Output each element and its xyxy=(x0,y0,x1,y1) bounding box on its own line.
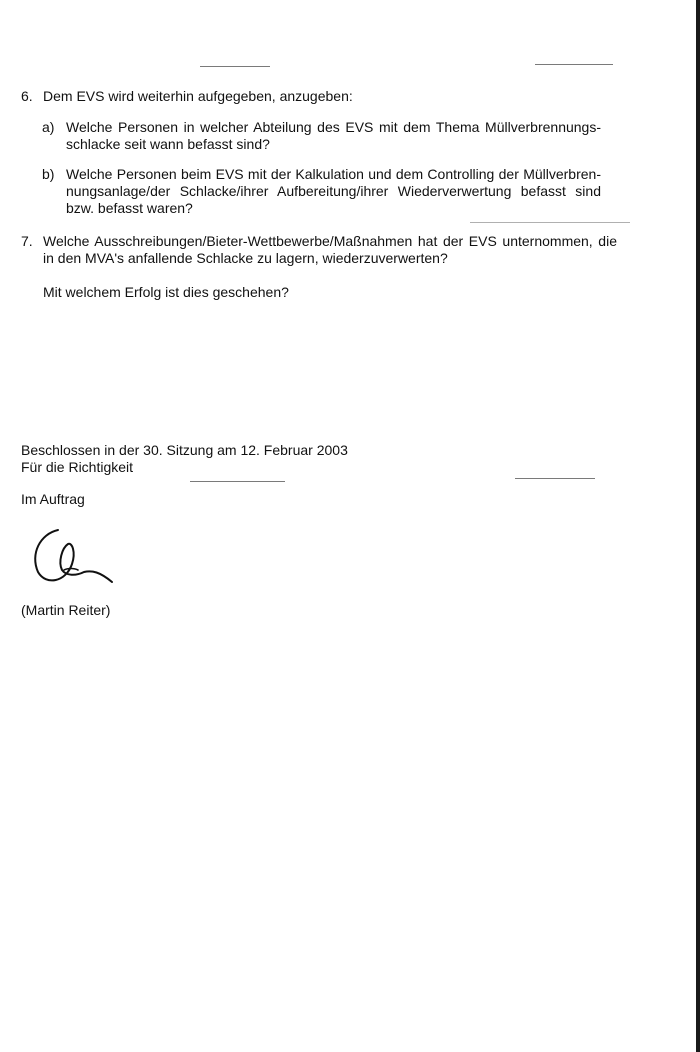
question-number: 7. xyxy=(21,233,33,249)
sub-label: b) xyxy=(42,166,55,182)
scan-artifact xyxy=(535,64,613,65)
certification-line: Für die Richtigkeit xyxy=(21,459,134,475)
question-number: 6. xyxy=(21,88,33,104)
scan-artifact xyxy=(515,478,595,479)
question-text: Dem EVS wird weiterhin aufgegeben, anzugeben: xyxy=(43,88,353,104)
resolution-line: Beschlossen in der 30. Sitzung am 12. Februar 2003 xyxy=(21,442,348,458)
signature xyxy=(28,524,128,594)
question-7-followup: Mit welchem Erfolg ist dies geschehen? xyxy=(43,284,289,300)
im-auftrag: Im Auftrag xyxy=(21,491,85,507)
question-text: Welche Ausschreibungen/Bieter-Wettbewerbe/Maßnahmen hat der EVS unternommen, die in den MVA's anfallende Schlacke zu lagern, wiederzuverwerten? xyxy=(43,233,617,266)
scan-edge xyxy=(696,0,700,1052)
sub-text: Welche Personen in welcher Abteilung des EVS mit dem Thema Müllverbrennungs-schlacke seit wann befasst sind? xyxy=(66,119,601,152)
scan-artifact xyxy=(190,481,285,482)
sub-label: a) xyxy=(42,119,55,135)
scan-artifact xyxy=(200,66,270,67)
signatory-name: (Martin Reiter) xyxy=(21,602,111,618)
sub-text: Welche Personen beim EVS mit der Kalkulation und dem Controlling der Müllverbren-nungsanlage/der Schlacke/ihrer Aufbereitung/ihrer Wiederverwertung befasst sind bzw. befasst waren? xyxy=(66,166,601,216)
scan-artifact xyxy=(470,222,630,223)
